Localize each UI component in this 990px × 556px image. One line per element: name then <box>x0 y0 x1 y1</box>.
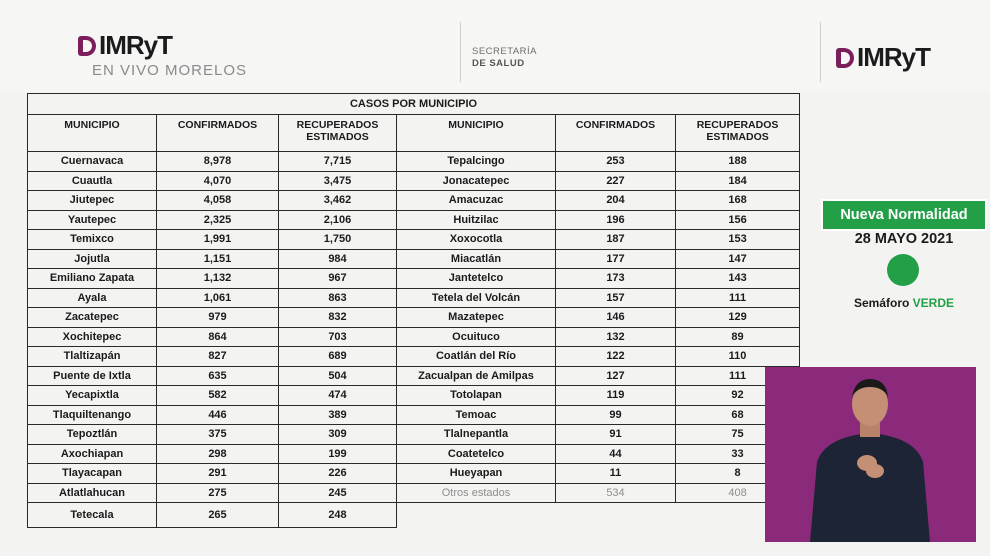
cell-municipio-left: Atlatlahucan <box>28 483 157 503</box>
cell-municipio-left: Puente de Ixtla <box>28 366 157 386</box>
imryt-logo-right <box>836 42 930 73</box>
cell-confirmados-right: 204 <box>556 191 676 211</box>
cell-recuperados-left: 389 <box>279 405 397 425</box>
cell-confirmados-right: 44 <box>556 444 676 464</box>
cell-recuperados-left: 863 <box>279 288 397 308</box>
cell-recuperados-right: 408 <box>676 483 800 503</box>
cell-municipio-right <box>397 503 556 528</box>
cell-recuperados-right: 129 <box>676 308 800 328</box>
cell-recuperados-left: 703 <box>279 327 397 347</box>
table-row <box>28 269 800 289</box>
cell-confirmados-left: 1,061 <box>157 288 279 308</box>
cell-municipio-right: Amacuzac <box>397 191 556 211</box>
cell-confirmados-left: 446 <box>157 405 279 425</box>
sign-language-interpreter-video <box>765 367 976 542</box>
cell-recuperados-left: 689 <box>279 347 397 367</box>
cell-confirmados-right <box>556 503 676 528</box>
cell-recuperados-right: 111 <box>676 288 800 308</box>
cell-recuperados-left: 474 <box>279 386 397 406</box>
cell-recuperados-right: 33 <box>676 444 800 464</box>
semaforo-status <box>821 296 987 310</box>
cell-municipio-right: Tetela del Volcán <box>397 288 556 308</box>
cell-recuperados-right: 168 <box>676 191 800 211</box>
cell-recuperados-left: 1,750 <box>279 230 397 250</box>
cell-municipio-right: Xoxocotla <box>397 230 556 250</box>
cell-confirmados-left: 1,151 <box>157 249 279 269</box>
cell-municipio-right: Ocuituco <box>397 327 556 347</box>
cell-municipio-right: Jonacatepec <box>397 171 556 191</box>
imryt-logo-icon <box>78 36 96 56</box>
cell-municipio-right: Tepalcingo <box>397 152 556 172</box>
table-row <box>28 425 800 445</box>
cell-municipio-right: Miacatlán <box>397 249 556 269</box>
cell-recuperados-right: 153 <box>676 230 800 250</box>
cell-confirmados-right: 11 <box>556 464 676 484</box>
cell-recuperados-right: 156 <box>676 210 800 230</box>
col-header-municipio: MUNICIPIO <box>28 115 157 152</box>
table-row <box>28 444 800 464</box>
cell-confirmados-left: 375 <box>157 425 279 445</box>
table-row <box>28 249 800 269</box>
cell-confirmados-right: 173 <box>556 269 676 289</box>
traffic-light-green-indicator <box>887 254 919 286</box>
cell-municipio-right: Mazatepec <box>397 308 556 328</box>
cell-municipio-right: Totolapan <box>397 386 556 406</box>
header-band <box>0 0 990 92</box>
cell-recuperados-left: 984 <box>279 249 397 269</box>
secretaria-salud-logo <box>472 46 537 70</box>
table-row <box>28 347 800 367</box>
cell-municipio-right: Jantetelco <box>397 269 556 289</box>
semaforo-label: Semáforo <box>853 296 910 310</box>
header-divider-right <box>820 22 821 82</box>
cell-confirmados-left: 4,070 <box>157 171 279 191</box>
secretaria-line1: SECRETARÍA <box>472 46 538 57</box>
cell-municipio-right: Hueyapan <box>397 464 556 484</box>
cell-confirmados-left: 1,991 <box>157 230 279 250</box>
col-header-recuperados-line1: RECUPERADOS <box>296 119 379 131</box>
cell-recuperados-right: 110 <box>676 347 800 367</box>
cell-recuperados-right: 92 <box>676 386 800 406</box>
semaforo-value: VERDE <box>912 296 955 310</box>
cell-confirmados-right: 534 <box>556 483 676 503</box>
col-header-confirmados-2: CONFIRMADOS <box>556 115 676 152</box>
cell-recuperados-left: 504 <box>279 366 397 386</box>
cell-confirmados-left: 298 <box>157 444 279 464</box>
cases-table-container <box>27 93 799 528</box>
table-row <box>28 191 800 211</box>
cell-recuperados-right: 68 <box>676 405 800 425</box>
table-row <box>28 366 800 386</box>
cell-municipio-left: Emiliano Zapata <box>28 269 157 289</box>
cell-confirmados-right: 227 <box>556 171 676 191</box>
cell-municipio-left: Cuernavaca <box>28 152 157 172</box>
cell-confirmados-left: 291 <box>157 464 279 484</box>
cell-municipio-left: Axochiapan <box>28 444 157 464</box>
cell-municipio-right: Coatlán del Río <box>397 347 556 367</box>
cell-recuperados-left: 2,106 <box>279 210 397 230</box>
cell-recuperados-left: 245 <box>279 483 397 503</box>
table-row <box>28 171 800 191</box>
cell-municipio-left: Ayala <box>28 288 157 308</box>
table-row <box>28 152 800 172</box>
col-header-recuperados-line1: RECUPERADOS <box>696 119 779 131</box>
cell-municipio-left: Tlayacapan <box>28 464 157 484</box>
cell-confirmados-left: 4,058 <box>157 191 279 211</box>
col-header-confirmados: CONFIRMADOS <box>157 115 279 152</box>
cell-confirmados-left: 979 <box>157 308 279 328</box>
cell-recuperados-right: 89 <box>676 327 800 347</box>
table-row <box>28 503 800 528</box>
cell-municipio-left: Temixco <box>28 230 157 250</box>
cell-recuperados-left: 7,715 <box>279 152 397 172</box>
cell-confirmados-left: 1,132 <box>157 269 279 289</box>
table-title: CASOS POR MUNICIPIO <box>28 94 800 115</box>
cell-confirmados-left: 582 <box>157 386 279 406</box>
cell-municipio-left: Jojutla <box>28 249 157 269</box>
logo-left-subtext: EN VIVO MORELOS <box>92 62 248 79</box>
cell-confirmados-right: 127 <box>556 366 676 386</box>
cell-confirmados-left: 827 <box>157 347 279 367</box>
cell-recuperados-left: 199 <box>279 444 397 464</box>
table-row <box>28 288 800 308</box>
cell-confirmados-right: 187 <box>556 230 676 250</box>
table-row <box>28 210 800 230</box>
cell-confirmados-left: 864 <box>157 327 279 347</box>
cell-confirmados-left: 275 <box>157 483 279 503</box>
table-row <box>28 483 800 503</box>
cell-municipio-right: Zacualpan de Amilpas <box>397 366 556 386</box>
header-divider <box>460 22 461 82</box>
cell-recuperados-left: 3,475 <box>279 171 397 191</box>
cell-municipio-left: Cuautla <box>28 171 157 191</box>
table-row <box>28 386 800 406</box>
cell-confirmados-right: 196 <box>556 210 676 230</box>
cell-municipio-left: Xochitepec <box>28 327 157 347</box>
col-header-recuperados-line2: ESTIMADOS <box>306 131 369 143</box>
cell-confirmados-right: 157 <box>556 288 676 308</box>
cell-recuperados-right: 75 <box>676 425 800 445</box>
col-header-recuperados <box>279 115 397 152</box>
table-row <box>28 405 800 425</box>
cell-municipio-left: Yecapixtla <box>28 386 157 406</box>
cell-recuperados-left: 3,462 <box>279 191 397 211</box>
cell-confirmados-right: 119 <box>556 386 676 406</box>
cell-recuperados-right: 8 <box>676 464 800 484</box>
logo-right-text: IMRyT <box>857 42 930 72</box>
cell-municipio-left: Jiutepec <box>28 191 157 211</box>
cell-confirmados-left: 2,325 <box>157 210 279 230</box>
report-date: 28 MAYO 2021 <box>854 231 954 247</box>
logo-left-text: IMRyT <box>99 30 172 60</box>
cell-recuperados-left: 248 <box>279 503 397 528</box>
cases-by-municipality-table <box>27 93 800 528</box>
table-body <box>28 152 800 528</box>
imryt-logo-left <box>78 30 172 61</box>
cell-recuperados-right: 111 <box>676 366 800 386</box>
cell-confirmados-right: 122 <box>556 347 676 367</box>
cell-municipio-left: Yautepec <box>28 210 157 230</box>
cell-municipio-left: Tlaltizapán <box>28 347 157 367</box>
table-row <box>28 308 800 328</box>
cell-municipio-left: Tepoztlán <box>28 425 157 445</box>
cell-municipio-right: Temoac <box>397 405 556 425</box>
cell-recuperados-right: 143 <box>676 269 800 289</box>
table-row <box>28 230 800 250</box>
cell-confirmados-right: 146 <box>556 308 676 328</box>
cell-recuperados-right: 147 <box>676 249 800 269</box>
secretaria-line2: DE SALUD <box>472 58 525 69</box>
cell-municipio-right: Coatetelco <box>397 444 556 464</box>
cell-municipio-left: Tlaquiltenango <box>28 405 157 425</box>
cell-recuperados-right: 184 <box>676 171 800 191</box>
cell-recuperados-left: 226 <box>279 464 397 484</box>
cell-confirmados-left: 635 <box>157 366 279 386</box>
table-row <box>28 327 800 347</box>
cell-confirmados-left: 8,978 <box>157 152 279 172</box>
cell-municipio-left: Zacatepec <box>28 308 157 328</box>
interpreter-figure <box>765 367 976 542</box>
imryt-logo-icon <box>836 48 854 68</box>
cell-municipio-right: Huitzilac <box>397 210 556 230</box>
cell-recuperados-right: 188 <box>676 152 800 172</box>
cell-confirmados-left: 265 <box>157 503 279 528</box>
col-header-municipio-2: MUNICIPIO <box>397 115 556 152</box>
col-header-recuperados-line2: ESTIMADOS <box>706 131 769 143</box>
cell-municipio-right: Otros estados <box>397 483 556 503</box>
cell-recuperados-left: 832 <box>279 308 397 328</box>
cell-confirmados-right: 177 <box>556 249 676 269</box>
cell-recuperados-left: 309 <box>279 425 397 445</box>
cell-confirmados-right: 132 <box>556 327 676 347</box>
col-header-recuperados-2 <box>676 115 800 152</box>
cell-municipio-left: Tetecala <box>28 503 157 528</box>
nueva-normalidad-banner: Nueva Normalidad <box>821 199 987 231</box>
cell-confirmados-right: 99 <box>556 405 676 425</box>
cell-municipio-right: Tlalnepantla <box>397 425 556 445</box>
cell-confirmados-right: 91 <box>556 425 676 445</box>
cell-confirmados-right: 253 <box>556 152 676 172</box>
table-row <box>28 464 800 484</box>
cell-recuperados-left: 967 <box>279 269 397 289</box>
